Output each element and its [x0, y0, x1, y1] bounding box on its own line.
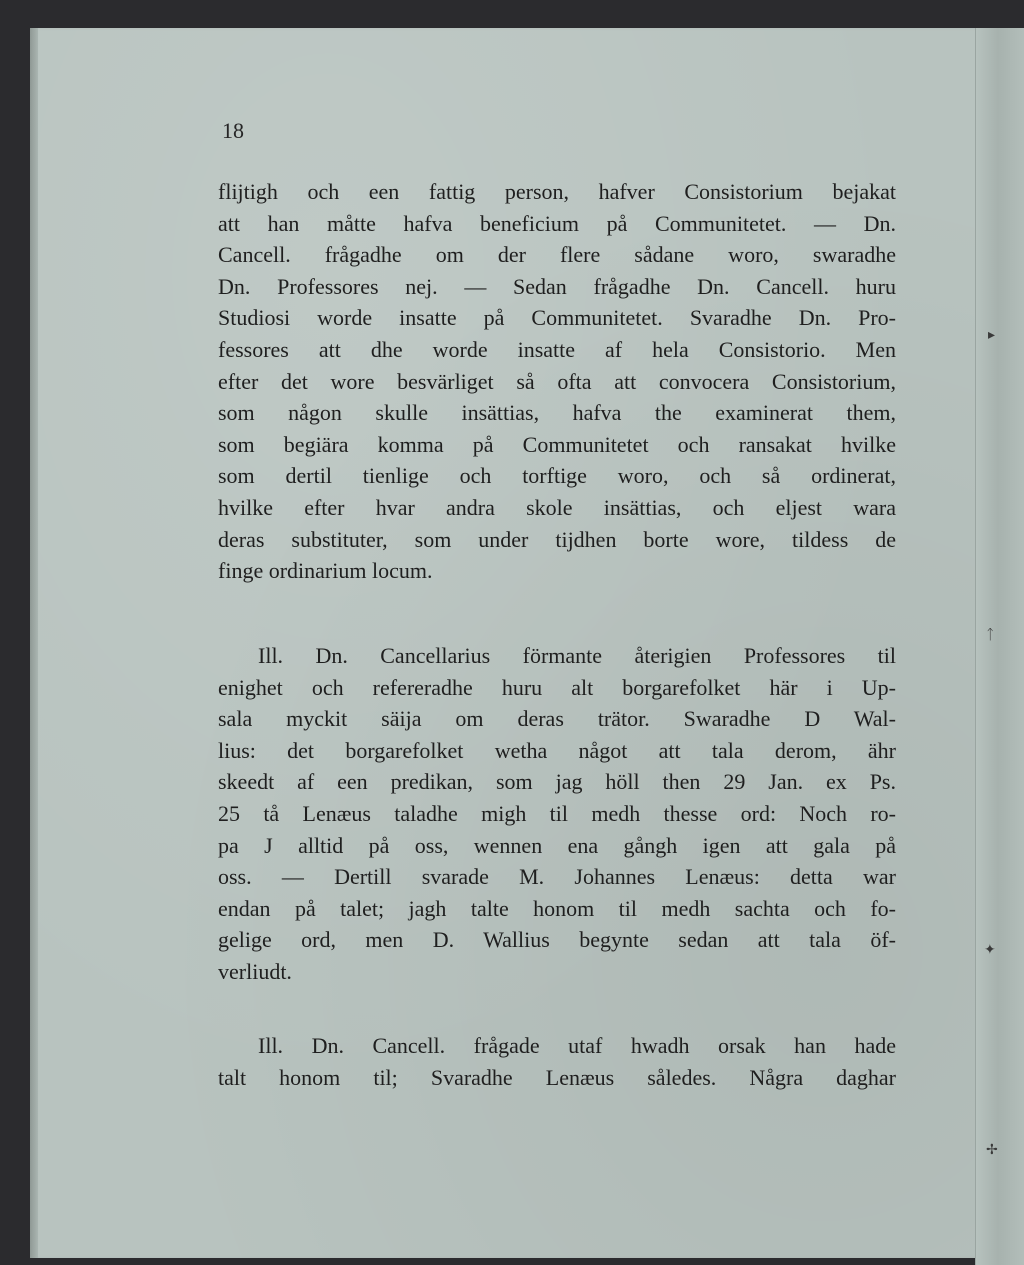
- text-line: endan på talet; jagh talte honom til medh sachta och fo-: [218, 895, 896, 921]
- paragraph-3: [218, 1030, 896, 1093]
- text-line: deras substituter, som under tijdhen borte wore, tildess de: [218, 526, 896, 552]
- text-line: som begiära komma på Communitetet och ransakat hvilke: [218, 431, 896, 457]
- text-line: talt honom til; Svaradhe Lenæus således. Några daghar: [218, 1064, 896, 1090]
- paragraph-2: [218, 640, 896, 988]
- text-line: som dertil tienlige och torftige woro, och så ordinerat,: [218, 463, 896, 489]
- gutter-mark: ᛏ: [986, 627, 995, 643]
- gutter-mark: ✢: [986, 1142, 998, 1158]
- page-edge: [30, 28, 38, 1258]
- text-line: hvilke efter hvar andra skole insättias, och eljest wara: [218, 494, 896, 520]
- text-line: Ill. Dn. Cancell. frågade utaf hwadh orsak han hade: [258, 1033, 896, 1058]
- text-line: enighet och refereradhe huru alt borgarefolket här i Up-: [218, 674, 896, 700]
- text-line: finge ordinarium locum.: [218, 558, 433, 584]
- paragraph-1: [218, 176, 896, 587]
- gutter-mark: ▸: [988, 327, 996, 343]
- text-line: efter det wore besvärliget så ofta att convocera Consistorium,: [218, 368, 896, 394]
- page-number: 18: [222, 118, 244, 143]
- text-line: Cancell. frågadhe om der flere sådane woro, swaradhe: [218, 242, 896, 268]
- text-line: skeedt af een predikan, som jag höll then 29 Jan. ex Ps.: [218, 769, 896, 795]
- text-line: att han måtte hafva beneficium på Communitetet. — Dn.: [218, 210, 896, 236]
- text-line: verliudt.: [218, 958, 292, 984]
- text-line: oss. — Dertill svarade M. Johannes Lenæus: detta war: [218, 864, 896, 890]
- text-line: flijtigh och een fattig person, hafver Consistorium bejakat: [218, 179, 896, 204]
- text-line: Studiosi worde insatte på Communitetet. Svaradhe Dn. Pro-: [218, 305, 896, 331]
- text-line: som någon skulle insättias, hafva the examinerat them,: [218, 400, 896, 426]
- text-line: Dn. Professores nej. — Sedan frågadhe Dn. Cancell. huru: [218, 273, 896, 299]
- text-line: Ill. Dn. Cancellarius förmante återigien Professores til: [258, 643, 896, 668]
- text-line: fessores att dhe worde insatte af hela Consistorio. Men: [218, 336, 896, 362]
- facing-page-gutter: [975, 28, 1024, 1265]
- text-line: sala myckit säija om deras trätor. Swaradhe D Wal-: [218, 706, 896, 732]
- gutter-mark: ✦: [984, 942, 996, 958]
- text-line: 25 tå Lenæus taladhe migh til medh thesse ord: Noch ro-: [218, 800, 896, 826]
- text-line: lius: det borgarefolket wetha något att tala derom, ähr: [218, 737, 896, 763]
- text-line: pa J alltid på oss, wennen ena gångh igen att gala på: [218, 832, 896, 858]
- text-line: gelige ord, men D. Wallius begynte sedan att tala öf-: [218, 927, 896, 953]
